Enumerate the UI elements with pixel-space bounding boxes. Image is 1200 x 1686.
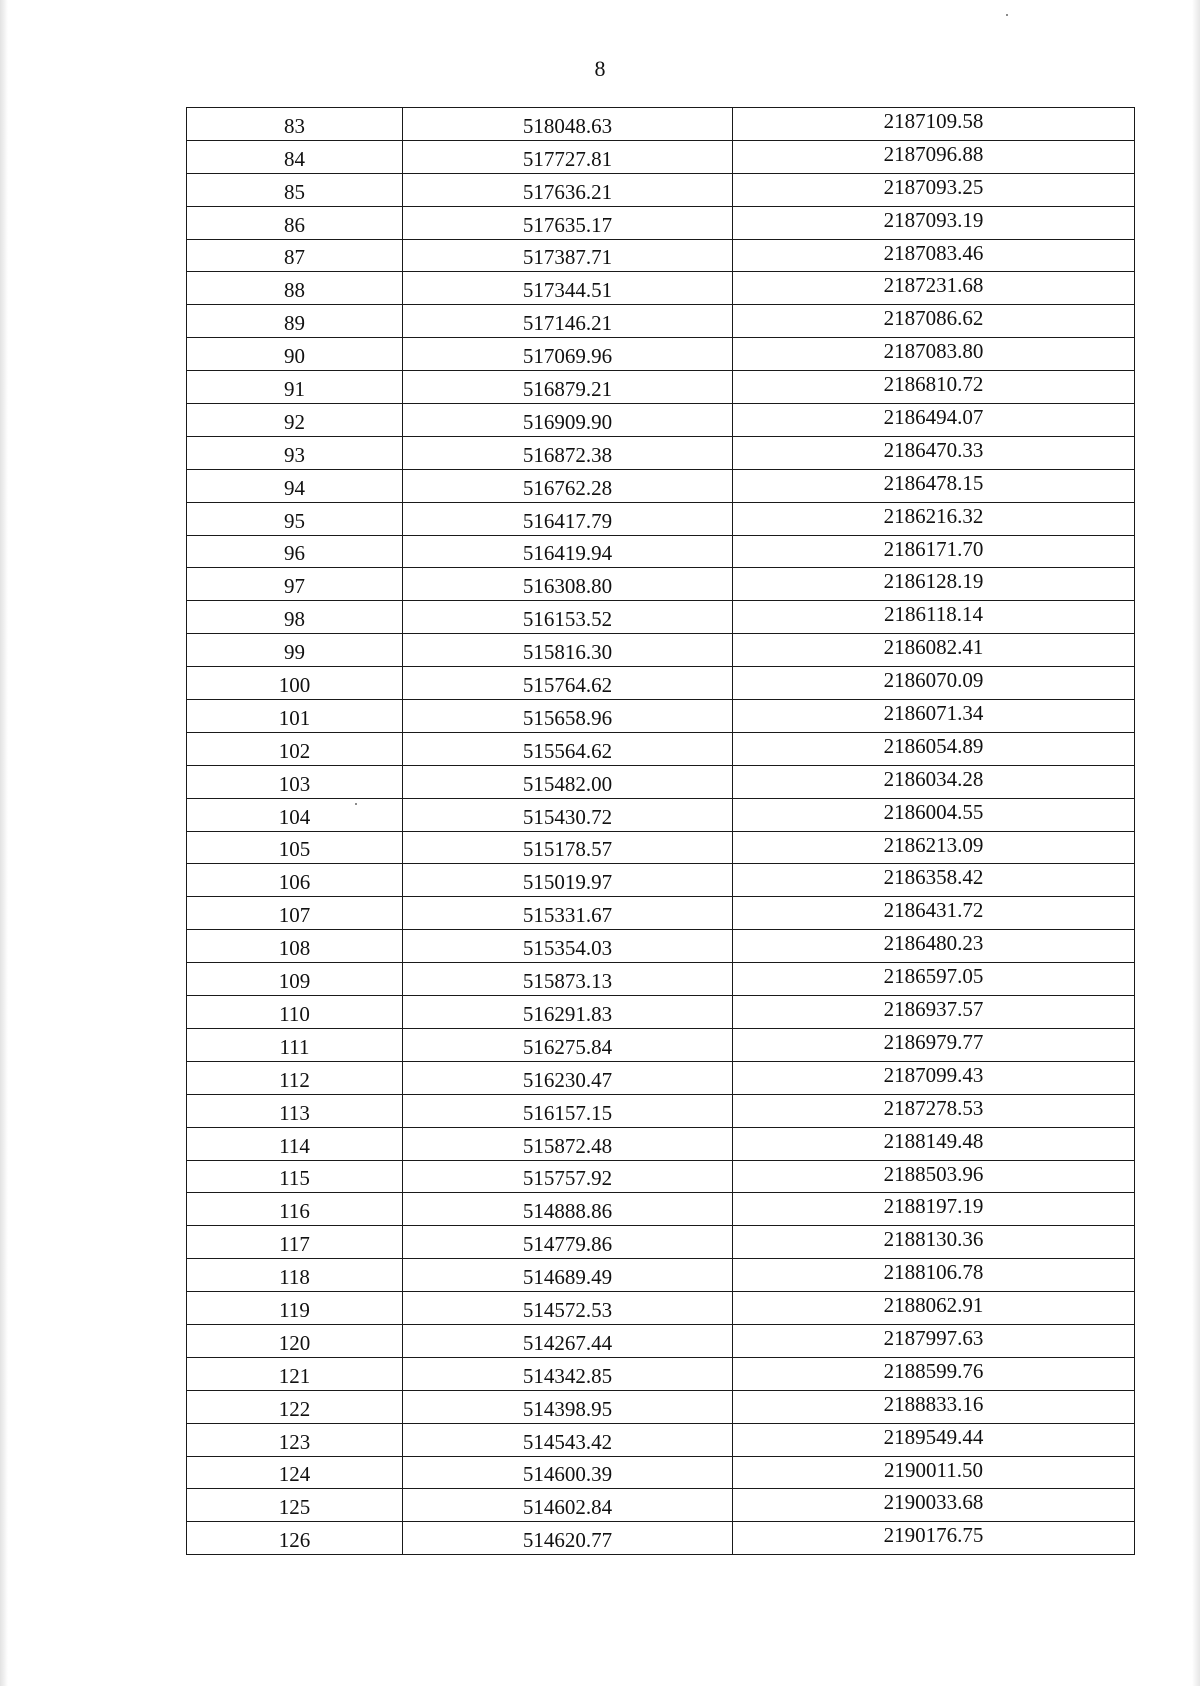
x-coordinate-cell: 516153.52 (403, 601, 733, 634)
point-number-cell: 108 (187, 930, 403, 963)
point-number-cell: 110 (187, 996, 403, 1029)
x-coordinate-cell: 516419.94 (403, 535, 733, 568)
y-coordinate-cell: 2188149.48 (733, 1127, 1135, 1160)
x-coordinate-cell: 514689.49 (403, 1259, 733, 1292)
table-row (187, 108, 1135, 141)
y-coordinate-cell: 2186004.55 (733, 798, 1135, 831)
table-row (187, 667, 1135, 700)
x-coordinate-cell: 515482.00 (403, 765, 733, 798)
point-number-cell: 83 (187, 108, 403, 141)
x-coordinate-cell: 516275.84 (403, 1028, 733, 1061)
y-coordinate-cell: 2188599.76 (733, 1357, 1135, 1390)
point-number-cell: 93 (187, 436, 403, 469)
point-number-cell: 115 (187, 1160, 403, 1193)
table-row (187, 1061, 1135, 1094)
point-number-cell: 91 (187, 371, 403, 404)
y-coordinate-cell: 2186213.09 (733, 831, 1135, 864)
y-coordinate-cell: 2186216.32 (733, 502, 1135, 535)
point-number-cell: 84 (187, 140, 403, 173)
x-coordinate-cell: 517636.21 (403, 173, 733, 206)
x-coordinate-cell: 516230.47 (403, 1061, 733, 1094)
scan-speck (1006, 14, 1008, 16)
y-coordinate-cell: 2188106.78 (733, 1259, 1135, 1292)
y-coordinate-cell: 2188062.91 (733, 1292, 1135, 1325)
table-row (187, 798, 1135, 831)
x-coordinate-cell: 517635.17 (403, 206, 733, 239)
point-number-cell: 109 (187, 963, 403, 996)
point-number-cell: 87 (187, 239, 403, 272)
table-row (187, 1456, 1135, 1489)
y-coordinate-cell: 2187093.25 (733, 173, 1135, 206)
y-coordinate-cell: 2186071.34 (733, 700, 1135, 733)
point-number-cell: 113 (187, 1094, 403, 1127)
point-number-cell: 122 (187, 1390, 403, 1423)
x-coordinate-cell: 514600.39 (403, 1456, 733, 1489)
y-coordinate-cell: 2186478.15 (733, 469, 1135, 502)
point-number-cell: 90 (187, 338, 403, 371)
y-coordinate-cell: 2187093.19 (733, 206, 1135, 239)
point-number-cell: 94 (187, 469, 403, 502)
point-number-cell: 106 (187, 864, 403, 897)
point-number-cell: 85 (187, 173, 403, 206)
table-row (187, 864, 1135, 897)
table-row (187, 1094, 1135, 1127)
x-coordinate-cell: 517146.21 (403, 305, 733, 338)
x-coordinate-cell: 515764.62 (403, 667, 733, 700)
x-coordinate-cell: 514543.42 (403, 1423, 733, 1456)
scan-edge-left (0, 0, 8, 1686)
point-number-cell: 116 (187, 1193, 403, 1226)
table-row (187, 404, 1135, 437)
table-row (187, 1522, 1135, 1555)
table-row (187, 1028, 1135, 1061)
point-number-cell: 97 (187, 568, 403, 601)
x-coordinate-cell: 517069.96 (403, 338, 733, 371)
point-number-cell: 98 (187, 601, 403, 634)
x-coordinate-cell: 516308.80 (403, 568, 733, 601)
point-number-cell: 102 (187, 732, 403, 765)
table-row (187, 535, 1135, 568)
point-number-cell: 120 (187, 1324, 403, 1357)
table-row (187, 206, 1135, 239)
x-coordinate-cell: 514342.85 (403, 1357, 733, 1390)
y-coordinate-cell: 2187096.88 (733, 140, 1135, 173)
point-number-cell: 114 (187, 1127, 403, 1160)
table-row (187, 1324, 1135, 1357)
x-coordinate-cell: 514267.44 (403, 1324, 733, 1357)
y-coordinate-cell: 2190011.50 (733, 1456, 1135, 1489)
table-row (187, 1423, 1135, 1456)
x-coordinate-cell: 515331.67 (403, 897, 733, 930)
point-number-cell: 99 (187, 634, 403, 667)
x-coordinate-cell: 515354.03 (403, 930, 733, 963)
point-number-cell: 104 (187, 798, 403, 831)
y-coordinate-cell: 2186979.77 (733, 1028, 1135, 1061)
table-row (187, 732, 1135, 765)
y-coordinate-cell: 2186358.42 (733, 864, 1135, 897)
y-coordinate-cell: 2190033.68 (733, 1489, 1135, 1522)
point-number-cell: 92 (187, 404, 403, 437)
table-row (187, 601, 1135, 634)
point-number-cell: 101 (187, 700, 403, 733)
point-number-cell: 89 (187, 305, 403, 338)
x-coordinate-cell: 516762.28 (403, 469, 733, 502)
table-row (187, 634, 1135, 667)
x-coordinate-cell: 515178.57 (403, 831, 733, 864)
y-coordinate-cell: 2186597.05 (733, 963, 1135, 996)
y-coordinate-cell: 2188833.16 (733, 1390, 1135, 1423)
y-coordinate-cell: 2186034.28 (733, 765, 1135, 798)
y-coordinate-cell: 2187997.63 (733, 1324, 1135, 1357)
x-coordinate-cell: 517387.71 (403, 239, 733, 272)
x-coordinate-cell: 516872.38 (403, 436, 733, 469)
table-row (187, 1226, 1135, 1259)
point-number-cell: 119 (187, 1292, 403, 1325)
coordinate-table-body (187, 108, 1135, 1555)
x-coordinate-cell: 514572.53 (403, 1292, 733, 1325)
point-number-cell: 88 (187, 272, 403, 305)
coordinate-table (186, 107, 1135, 1555)
point-number-cell: 100 (187, 667, 403, 700)
point-number-cell: 111 (187, 1028, 403, 1061)
y-coordinate-cell: 2186128.19 (733, 568, 1135, 601)
y-coordinate-cell: 2186937.57 (733, 996, 1135, 1029)
y-coordinate-cell: 2187099.43 (733, 1061, 1135, 1094)
y-coordinate-cell: 2186118.14 (733, 601, 1135, 634)
table-row (187, 930, 1135, 963)
table-row (187, 1357, 1135, 1390)
x-coordinate-cell: 516417.79 (403, 502, 733, 535)
x-coordinate-cell: 515873.13 (403, 963, 733, 996)
y-coordinate-cell: 2186470.33 (733, 436, 1135, 469)
table-row (187, 338, 1135, 371)
point-number-cell: 86 (187, 206, 403, 239)
table-row (187, 831, 1135, 864)
y-coordinate-cell: 2187231.68 (733, 272, 1135, 305)
x-coordinate-cell: 515430.72 (403, 798, 733, 831)
y-coordinate-cell: 2186070.09 (733, 667, 1135, 700)
table-row (187, 469, 1135, 502)
y-coordinate-cell: 2187109.58 (733, 108, 1135, 141)
scan-edge-right (1192, 0, 1200, 1686)
x-coordinate-cell: 515816.30 (403, 634, 733, 667)
table-row (187, 996, 1135, 1029)
table-row (187, 272, 1135, 305)
table-row (187, 1193, 1135, 1226)
table-row (187, 897, 1135, 930)
x-coordinate-cell: 517344.51 (403, 272, 733, 305)
table-row (187, 765, 1135, 798)
table-row (187, 305, 1135, 338)
x-coordinate-cell: 515872.48 (403, 1127, 733, 1160)
x-coordinate-cell: 516291.83 (403, 996, 733, 1029)
y-coordinate-cell: 2187278.53 (733, 1094, 1135, 1127)
table-row (187, 1292, 1135, 1325)
table-row (187, 1259, 1135, 1292)
x-coordinate-cell: 516879.21 (403, 371, 733, 404)
point-number-cell: 95 (187, 502, 403, 535)
y-coordinate-cell: 2186494.07 (733, 404, 1135, 437)
x-coordinate-cell: 515757.92 (403, 1160, 733, 1193)
point-number-cell: 112 (187, 1061, 403, 1094)
point-number-cell: 107 (187, 897, 403, 930)
table-row (187, 239, 1135, 272)
y-coordinate-cell: 2188503.96 (733, 1160, 1135, 1193)
table-row (187, 1489, 1135, 1522)
point-number-cell: 103 (187, 765, 403, 798)
table-row (187, 436, 1135, 469)
point-number-cell: 96 (187, 535, 403, 568)
y-coordinate-cell: 2190176.75 (733, 1522, 1135, 1555)
table-row (187, 963, 1135, 996)
point-number-cell: 117 (187, 1226, 403, 1259)
table-row (187, 700, 1135, 733)
table-row (187, 140, 1135, 173)
x-coordinate-cell: 517727.81 (403, 140, 733, 173)
y-coordinate-cell: 2188197.19 (733, 1193, 1135, 1226)
x-coordinate-cell: 514398.95 (403, 1390, 733, 1423)
point-number-cell: 123 (187, 1423, 403, 1456)
point-number-cell: 105 (187, 831, 403, 864)
point-number-cell: 126 (187, 1522, 403, 1555)
y-coordinate-cell: 2187083.46 (733, 239, 1135, 272)
point-number-cell: 118 (187, 1259, 403, 1292)
x-coordinate-cell: 514620.77 (403, 1522, 733, 1555)
table-row (187, 568, 1135, 601)
table-row (187, 371, 1135, 404)
table-row (187, 502, 1135, 535)
point-number-cell: 121 (187, 1357, 403, 1390)
x-coordinate-cell: 518048.63 (403, 108, 733, 141)
y-coordinate-cell: 2189549.44 (733, 1423, 1135, 1456)
x-coordinate-cell: 515019.97 (403, 864, 733, 897)
x-coordinate-cell: 515658.96 (403, 700, 733, 733)
table-row (187, 1390, 1135, 1423)
y-coordinate-cell: 2186171.70 (733, 535, 1135, 568)
x-coordinate-cell: 516157.15 (403, 1094, 733, 1127)
page-number: 8 (594, 56, 606, 81)
y-coordinate-cell: 2186431.72 (733, 897, 1135, 930)
y-coordinate-cell: 2187083.80 (733, 338, 1135, 371)
y-coordinate-cell: 2187086.62 (733, 305, 1135, 338)
y-coordinate-cell: 2188130.36 (733, 1226, 1135, 1259)
point-number-cell: 124 (187, 1456, 403, 1489)
x-coordinate-cell: 515564.62 (403, 732, 733, 765)
x-coordinate-cell: 514888.86 (403, 1193, 733, 1226)
y-coordinate-cell: 2186810.72 (733, 371, 1135, 404)
point-number-cell: 125 (187, 1489, 403, 1522)
y-coordinate-cell: 2186054.89 (733, 732, 1135, 765)
x-coordinate-cell: 514779.86 (403, 1226, 733, 1259)
table-row (187, 1127, 1135, 1160)
y-coordinate-cell: 2186480.23 (733, 930, 1135, 963)
x-coordinate-cell: 516909.90 (403, 404, 733, 437)
x-coordinate-cell: 514602.84 (403, 1489, 733, 1522)
table-row (187, 1160, 1135, 1193)
table-row (187, 173, 1135, 206)
y-coordinate-cell: 2186082.41 (733, 634, 1135, 667)
